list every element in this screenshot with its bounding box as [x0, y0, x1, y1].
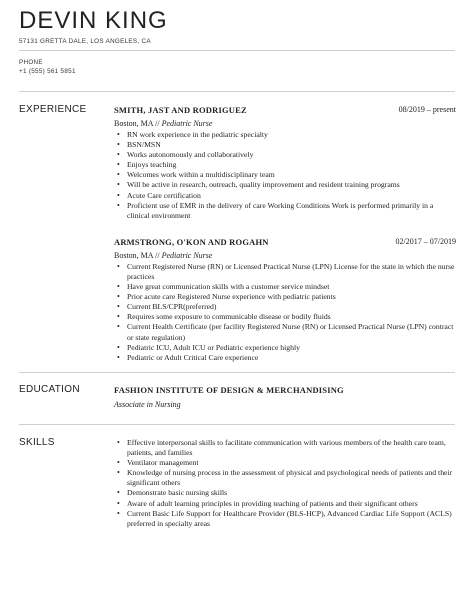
employer-name: SMITH, JAST AND RODRIGUEZ: [114, 105, 247, 115]
job-location: [114, 118, 456, 129]
list-item: • Effective interpersonal skills to facilitate communication with various members of the health care team, patients, and families: [114, 438, 456, 458]
list-item: • Prior acute care Registered Nurse experience with pediatric patients: [114, 292, 456, 302]
job-dates: 02/2017 – 07/2019: [395, 236, 456, 246]
list-item: • Enjoys teaching: [114, 160, 456, 170]
divider: [19, 91, 455, 92]
experience-heading: EXPERIENCE: [19, 104, 87, 115]
divider: [19, 372, 455, 373]
list-item: • Acute Care certification: [114, 191, 456, 201]
school-name: FASHION INSTITUTE OF DESIGN & MERCHANDISING: [114, 385, 344, 395]
skills-heading: SKILLS: [19, 437, 55, 448]
list-item: • RN work experience in the pediatric specialty: [114, 130, 456, 140]
address: 57131 GRETTA DALE, LOS ANGELES, CA: [19, 38, 151, 45]
job-entry: [114, 237, 456, 363]
education-heading: EDUCATION: [19, 384, 80, 395]
list-item: • Knowledge of nursing process in the assessment of physical and psychological needs of patients and their significant others: [114, 468, 456, 488]
list-item: • Current BLS/CPR(preferred): [114, 302, 456, 312]
list-item: • Demonstrate basic nursing skills: [114, 488, 456, 498]
list-item: • Pediatric or Adult Critical Care experience: [114, 353, 456, 363]
degree: Associate in Nursing: [114, 400, 181, 409]
list-item: • Current Basic Life Support for Healthcare Provider (BLS-HCP), Advanced Cardiac Life Support (ACLS) preferred in specialty areas: [114, 509, 456, 529]
candidate-name: DEVIN KING: [19, 7, 168, 34]
list-item: • Requires some exposure to communicable disease or bodily fluids: [114, 312, 456, 322]
job-city: Boston, MA //: [114, 250, 162, 260]
education-section: [114, 385, 456, 410]
phone-label: PHONE: [19, 59, 43, 66]
list-item: • Current Registered Nurse (RN) or Licensed Practical Nurse (LPN) License for the state in which the nurse practices: [114, 262, 456, 282]
job-role: Pediatric Nurse: [161, 119, 213, 128]
phone-number: +1 (555) 561 5851: [19, 68, 76, 75]
list-item: • Welcomes work within a multidisciplinary team: [114, 170, 456, 180]
job-city: Boston, MA //: [114, 119, 162, 128]
skills-list: [114, 438, 456, 529]
experience-section: [114, 105, 456, 363]
job-duties: [114, 262, 456, 363]
list-item: • Proficient use of EMR in the delivery of care Working Conditions Work is performed primarily in a clinical environment: [114, 201, 456, 221]
job-dates: 08/2019 – present: [398, 105, 456, 114]
list-item: • Aware of adult learning principles in providing teaching of patients and their significant others: [114, 499, 456, 509]
employer-name: ARMSTRONG, O'KON AND ROGAHN: [114, 236, 269, 247]
job-role: Pediatric Nurse: [161, 250, 213, 260]
list-item: • Have great communication skills with a customer service mindset: [114, 282, 456, 292]
job-entry: [114, 105, 456, 221]
list-item: • Will be active in research, outreach, quality improvement and resident training programs: [114, 180, 456, 190]
list-item: • Ventilator management: [114, 458, 456, 468]
list-item: • BSN/MSN: [114, 140, 456, 150]
divider: [19, 424, 455, 425]
job-location: [114, 250, 456, 261]
list-item: • Current Health Certificate (per facility Registered Nurse (RN) or Licensed Practical Nurse (LPN) contract or state regulation): [114, 322, 456, 342]
job-duties: [114, 130, 456, 221]
divider: [19, 50, 455, 51]
list-item: • Pediatric ICU, Adult ICU or Pediatric experience highly: [114, 343, 456, 353]
list-item: • Works autonomously and collaboratively: [114, 150, 456, 160]
skills-section: [114, 438, 456, 529]
